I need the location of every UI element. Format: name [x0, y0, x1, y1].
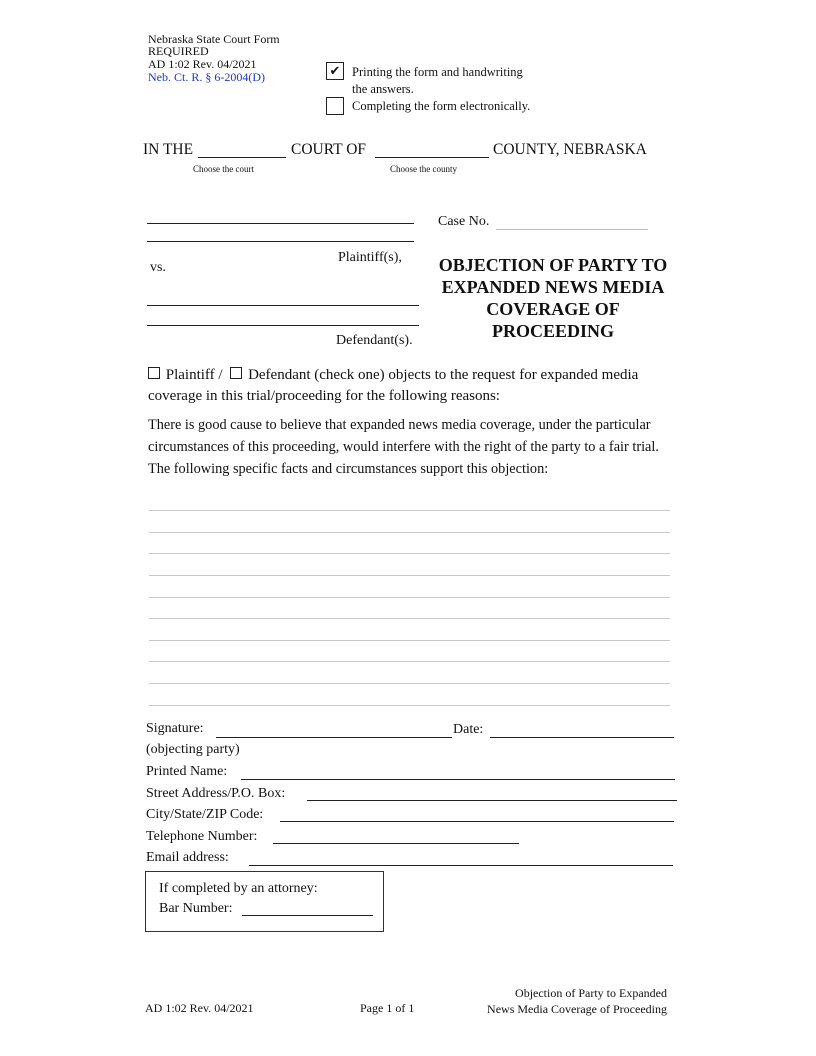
signature-input[interactable] [216, 737, 452, 738]
rule-link[interactable]: Neb. Ct. R. § 6-2004(D) [148, 70, 265, 84]
printing-label: Printing the form and handwriting the answers. [352, 65, 523, 96]
email-input[interactable] [249, 865, 673, 866]
form-title: OBJECTION OF PARTY TO EXPANDED NEWS MEDIA COVERAGE OF PROCEEDING [438, 255, 668, 341]
plaintiffs-label: Plaintiff(s), [338, 250, 402, 265]
street-label: Street Address/P.O. Box: [146, 786, 286, 801]
printed-name-input[interactable] [241, 779, 675, 780]
reason-line[interactable] [149, 510, 670, 511]
reason-line[interactable] [149, 683, 670, 684]
printed-name-label: Printed Name: [146, 764, 228, 779]
defendant-checkbox[interactable] [230, 367, 242, 379]
reason-line[interactable] [149, 618, 670, 619]
reason-line[interactable] [149, 597, 670, 598]
attorney-box [145, 871, 384, 932]
city-label: City/State/ZIP Code: [146, 807, 264, 822]
plaintiff-checkbox[interactable] [148, 367, 160, 379]
caption-court-of: COURT OF [291, 141, 367, 158]
plaintiff-name-line-1[interactable] [147, 223, 414, 224]
plaintiff-option-label: Plaintiff / [165, 367, 223, 383]
court-select[interactable] [198, 157, 286, 158]
electronic-label: Completing the form electronically. [352, 99, 531, 113]
signature-label: Signature: [146, 721, 204, 736]
vs-label: vs. [150, 260, 166, 275]
required-label: REQUIRED [148, 44, 209, 58]
printing-checkbox[interactable]: ✔ [326, 62, 344, 80]
defendant-option-label: Defendant (check one) objects to the request for expanded media coverage in this trial/proceeding for the following reasons: [148, 367, 639, 404]
county-hint: Choose the county [390, 164, 457, 174]
phone-label: Telephone Number: [146, 829, 258, 844]
attorney-label: If completed by an attorney: [159, 881, 318, 896]
bar-number-input[interactable] [242, 915, 373, 916]
reason-line[interactable] [149, 661, 670, 662]
reason-line[interactable] [149, 553, 670, 554]
case-no-label: Case No. [438, 214, 490, 229]
date-label: Date: [453, 722, 484, 737]
party-check-paragraph [148, 365, 678, 407]
street-input[interactable] [307, 800, 677, 801]
plaintiff-name-line-2[interactable] [147, 241, 414, 242]
footer-title: Objection of Party to Expanded News Media Coverage of Proceeding [487, 986, 667, 1016]
caption-in-the: IN THE [143, 141, 194, 158]
reason-line[interactable] [149, 640, 670, 641]
bar-number-label: Bar Number: [159, 901, 233, 916]
footer-page: Page 1 of 1 [360, 1001, 415, 1015]
caption-county: COUNTY, NEBRASKA [493, 141, 647, 158]
electronic-checkbox[interactable] [326, 97, 344, 115]
reason-line[interactable] [149, 532, 670, 533]
city-input[interactable] [280, 821, 674, 822]
defendant-name-line-1[interactable] [147, 305, 419, 306]
footer-form-id: AD 1:02 Rev. 04/2021 [145, 1001, 254, 1015]
defendant-name-line-2[interactable] [147, 325, 419, 326]
form-id: AD 1:02 Rev. 04/2021 [148, 57, 257, 71]
county-select[interactable] [375, 157, 489, 158]
form-source: Nebraska State Court Form [148, 32, 280, 46]
defendants-label: Defendant(s). [336, 333, 413, 348]
email-label: Email address: [146, 850, 229, 865]
reason-line[interactable] [149, 575, 670, 576]
good-cause-paragraph: There is good cause to believe that expanded news media coverage, under the particular circumstances of this proceeding, would interfere with the right of the party to a fair trial. The following specific facts and circumstances support this objection: [148, 417, 659, 477]
court-hint: Choose the court [193, 164, 254, 174]
date-input[interactable] [490, 737, 674, 738]
phone-input[interactable] [273, 843, 519, 844]
objecting-party-label: (objecting party) [146, 742, 240, 757]
case-no-input[interactable] [496, 229, 648, 230]
reason-line[interactable] [149, 705, 670, 706]
